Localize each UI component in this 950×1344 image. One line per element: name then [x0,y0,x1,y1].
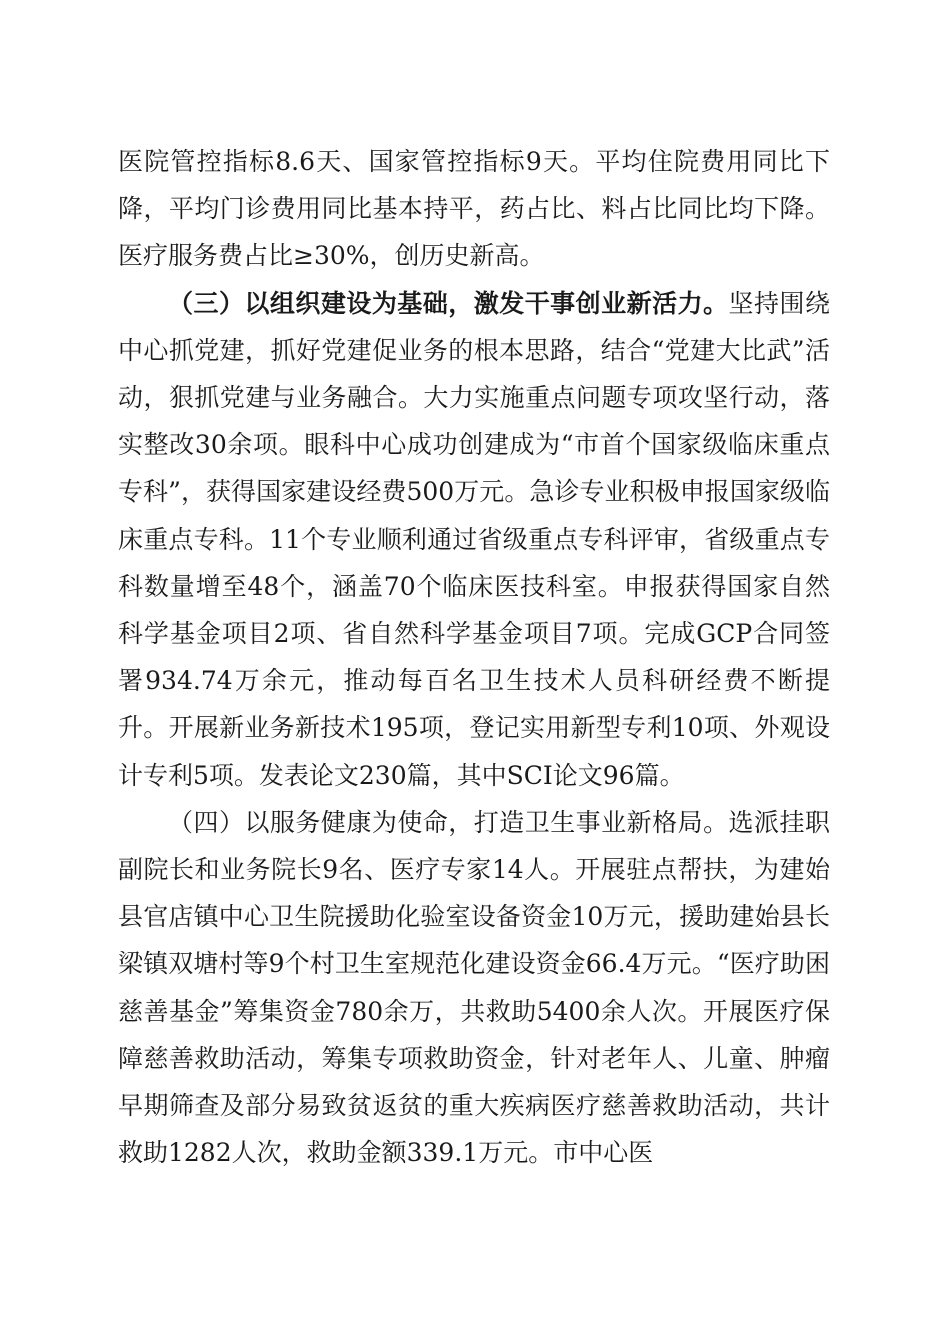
section-3-heading: （三）以组织建设为基础，激发干事创业新活力。 [168,288,729,318]
section-3-body: 坚持围绕中心抓党建，抓好党建促业务的根本思路，结合“党建大比武”活动，狠抓党建与业务融合。大力实施重点问题专项攻坚行动，落实整改30余项。眼科中心成功创建成为“市首个国家级临床重点专科”，获得国家建设经费500万元。急诊专业积极申报国家级临床重点专科。11个专业顺利通过省级重点专科评审，省级重点专科数量增至48个，涵盖70个临床医技科室。申报获得国家自然科学基金项目2项、省自然科学基金项目7项。完成GCP合同签署934.74万余元，推动每百名卫生技术人员科研经费不断提升。开展新业务新技术195项，登记实用新型专利10项、外观设计专利5项。发表论文230篇，其中SCI论文96篇。 [118,288,830,790]
paragraph-continuation: 医院管控指标8.6天、国家管控指标9天。平均住院费用同比下降，平均门诊费用同比基本持平，药占比、料占比同比均下降。医疗服务费占比≥30%，创历史新高。 [118,147,830,271]
paragraph-section-4: （四）以服务健康为使命，打造卫生事业新格局。选派挂职副院长和业务院长9名、医疗专家14人。开展驻点帮扶，为建始县官店镇中心卫生院援助化验室设备资金10万元，援助建始县长梁镇双塘村等9个村卫生室规范化建设资金66.4万元。“医疗助困慈善基金”筹集资金780余万，共救助5400余人次。开展医疗保障慈善救助活动，筹集专项救助资金，针对老年人、儿童、肿瘤早期筛查及部分易致贫返贫的重大疾病医疗慈善救助活动，共计救助1282人次，救助金额339.1万元。市中心医 [118,807,830,1168]
document-body [118,138,830,1176]
paragraph-section-3 [118,280,830,799]
